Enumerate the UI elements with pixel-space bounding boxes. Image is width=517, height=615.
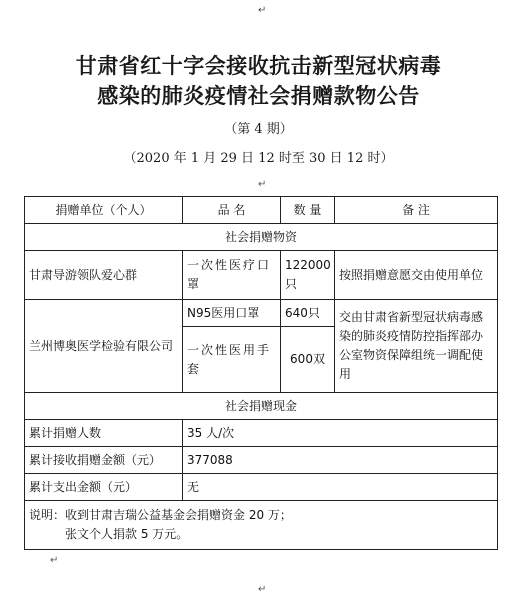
item-cell: 一次性医疗口罩 [183,251,281,300]
section-cash-title: 社会捐赠现金 [25,393,498,420]
cash-label-cell: 累计捐赠人数 [25,420,183,447]
notice-title-line2: 感染的肺炎疫情社会捐赠款物公告 [97,84,420,108]
table-row [25,474,498,501]
paragraph-mark: ↵ [258,584,267,595]
section-cash-row [25,393,498,420]
item-cell: N95医用口罩 [183,300,281,327]
notice-title-line1: 甘肃省红十字会接收抗击新型冠状病毒 [75,54,442,78]
header-quantity: 数 量 [281,197,335,224]
table-row [25,251,498,300]
note-line-2: 张文个人捐款 5 万元。 [65,527,189,541]
section-goods-row [25,224,498,251]
donor-cell: 甘肃导游领队爱心群 [25,251,183,300]
quantity-cell: 122000只 [281,251,335,300]
quantity-cell: 600双 [281,327,335,393]
cash-label-cell: 累计接收捐赠金额（元） [25,447,183,474]
section-goods-title: 社会捐赠物资 [25,224,498,251]
note-line-1: 说明：收到甘肃吉瑞公益基金会捐赠资金 20 万； [29,508,292,522]
donor-cell: 兰州博奥医学检验有限公司 [25,300,183,393]
header-item: 品 名 [183,197,281,224]
cash-value-cell: 35 人/次 [183,420,498,447]
quantity-cell: 640只 [281,300,335,327]
header-remark: 备 注 [335,197,498,224]
donation-table [24,196,498,550]
cash-value-cell: 无 [183,474,498,501]
item-cell: 一次性医用手套 [183,327,281,393]
table-row [25,300,498,327]
cash-label-cell: 累计支出金额（元） [25,474,183,501]
header-donor: 捐赠单位（个人） [25,197,183,224]
note-cell [25,501,498,550]
paragraph-mark: ↵ [258,5,267,16]
table-header-row [25,197,498,224]
paragraph-mark: ↵ [50,555,59,566]
table-row [25,420,498,447]
remark-cell: 交由甘肃省新型冠状病毒感染的肺炎疫情防控指挥部办公室物资保障组统一调配使用 [335,300,498,393]
cash-value-cell: 377088 [183,447,498,474]
paragraph-mark: ↵ [258,179,267,190]
table-row [25,447,498,474]
note-row [25,501,498,550]
reporting-period: （2020 年 1 月 29 日 12 时至 30 日 12 时） [123,151,394,166]
remark-cell: 按照捐赠意愿交由使用单位 [335,251,498,300]
issue-number: （第 4 期） [224,122,293,137]
